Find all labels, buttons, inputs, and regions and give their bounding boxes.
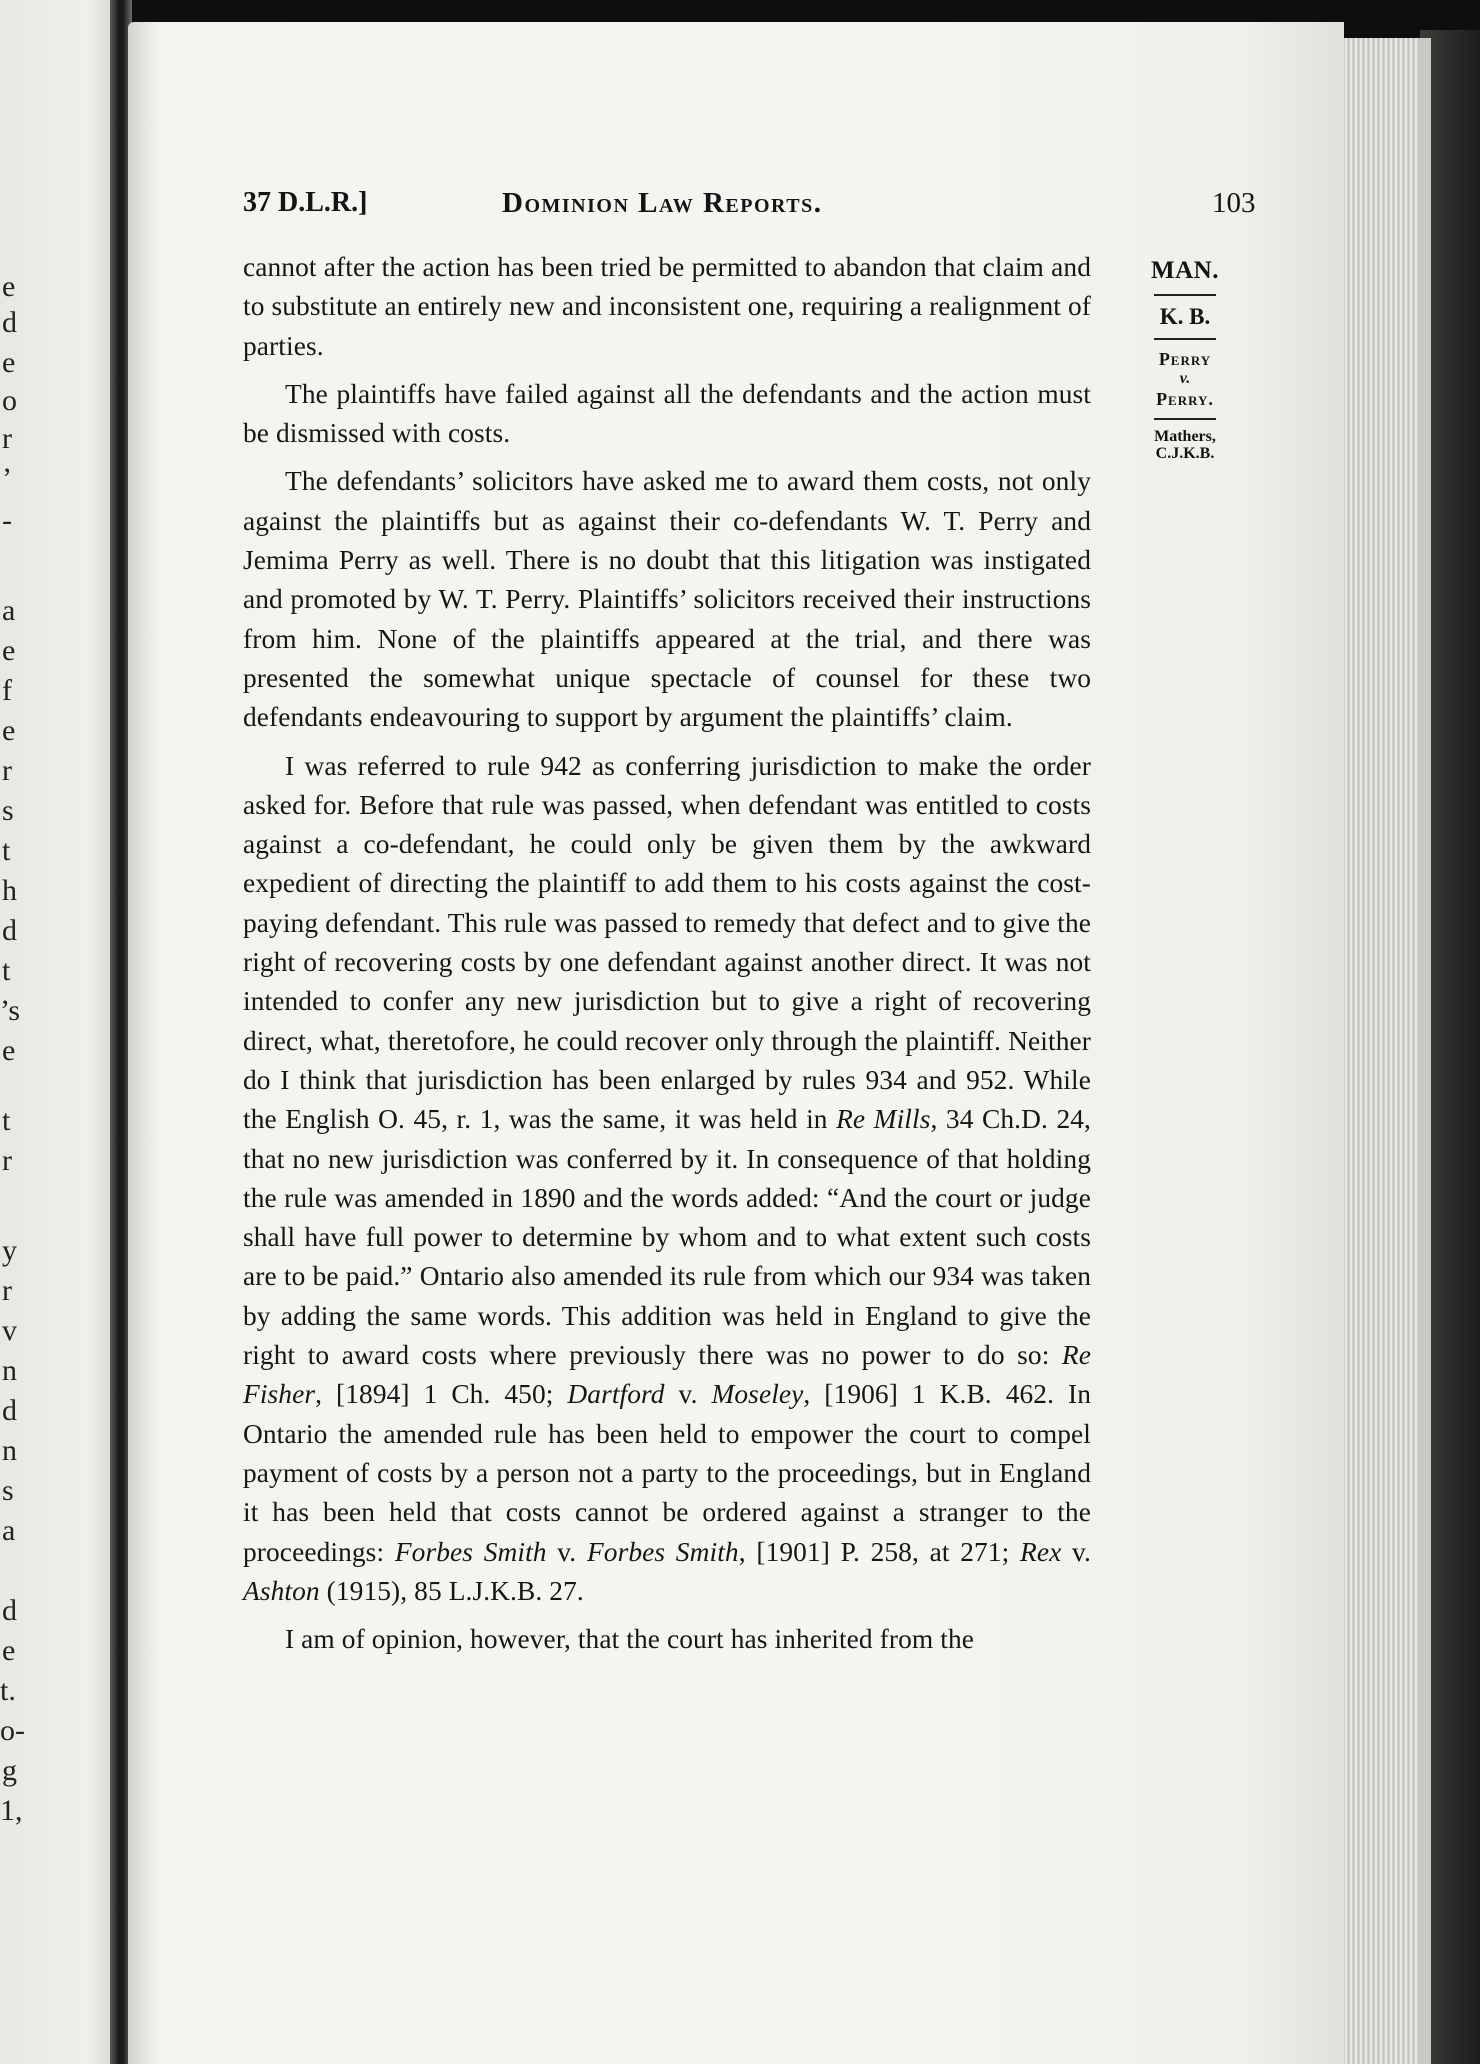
margin-judge-title: C.J.K.B. [1155, 445, 1215, 462]
margin-party-1: Perry [1158, 349, 1212, 369]
running-head-title: Dominion Law Reports. [502, 187, 823, 219]
case-citation: Dartford [567, 1379, 665, 1410]
facing-page-letter: s [2, 1474, 14, 1507]
facing-page-letter: d [2, 914, 17, 947]
facing-page-letter: a [2, 1514, 16, 1547]
case-citation: Moseley [711, 1379, 804, 1410]
text-run: I was referred to rule 942 as conferring jurisdiction to make the order asked for. Before that rule was passed, when defendant was entitled to costs against a co-defendant, he could only be given them by the awkward expedient of directing the plaintiff to add them to his costs against the cost-paying defendant. This rule was passed to remedy that defect and to give the right of recovering costs by one defendant against another direct. It was not intended to confer any new jurisdiction but to give a right of recovering direct, what, theretofore, he could recover only through the plaintiff. Neither do I think that jurisdiction has been enlarged by rules 934 and 952. While the English O. 45, r. 1, was the same, it was held in [243, 750, 1091, 1135]
page-stack-edges [1335, 38, 1425, 2064]
text-run: (1915), 85 L.J.K.B. 27. [319, 1575, 584, 1606]
facing-page-letter: f [2, 674, 12, 707]
facing-page-letter: h [2, 874, 17, 907]
facing-page-letter: t. [0, 1674, 16, 1707]
facing-page-letter: d [2, 1394, 17, 1427]
facing-page-letter: r [2, 1144, 12, 1177]
facing-page-left [0, 0, 122, 2064]
facing-page-letter: e [2, 634, 16, 667]
facing-page-letter: t [2, 954, 11, 987]
paragraph-1: cannot after the action has been tried be permitted to abandon that claim and to substitute an entirely new and inconsistent one, requiring a realignment of parties. [243, 252, 1091, 361]
margin-rule [1154, 338, 1216, 340]
facing-page-letter: t [2, 834, 11, 867]
facing-page-letter: o [2, 384, 17, 417]
facing-page-letter: v [2, 1314, 17, 1347]
paragraph-4 [243, 747, 1091, 1612]
paragraph-5: I am of opinion, however, that the court has inherited from the [285, 1624, 975, 1655]
facing-page-letter: g [2, 1754, 17, 1787]
facing-page-letter: d [2, 306, 17, 339]
text-run: , [1906] 1 K.B. 462. In Ontario the amended rule has been held to empower the court to compel payment of costs by a person not a party to the proceedings, but in England it has been held that costs cannot be ordered against a stranger to the proceedings: [243, 1379, 1091, 1567]
body-text [243, 248, 1091, 1668]
facing-page-letter: d [2, 1594, 17, 1627]
facing-page-letter: ’s [0, 994, 21, 1027]
text-run: v. [1061, 1536, 1091, 1567]
facing-page-letter: s [2, 794, 14, 827]
margin-rule [1154, 418, 1216, 420]
page-number: 103 [1212, 187, 1256, 219]
margin-versus: v. [1179, 370, 1191, 387]
text-run: , [1894] 1 Ch. 450; [315, 1379, 568, 1410]
facing-page-letter: e [2, 1634, 16, 1667]
case-citation: Re Fisher [243, 1340, 1091, 1410]
margin-note [1130, 256, 1240, 462]
paragraph-2: The plaintiffs have failed against all the defendants and the action must be dismissed with costs. [243, 378, 1091, 449]
facing-page-letter: t [2, 1104, 11, 1137]
facing-page-letter: 1, [0, 1794, 23, 1827]
facing-page-letter: e [2, 714, 16, 747]
case-citation: Forbes Smith [586, 1536, 739, 1567]
running-head-volume: 37 D.L.R.] [243, 187, 368, 218]
facing-page-letter: n [2, 1434, 17, 1467]
facing-page-text-fragments [0, 0, 122, 2064]
case-citation: Forbes Smith [394, 1536, 547, 1567]
facing-page-letter: e [2, 346, 16, 379]
facing-page-letter: n [2, 1354, 17, 1387]
text-run: , 34 Ch.D. 24, that no new jurisdiction was conferred by it. In consequence of that holding the rule was amended in 1890 and the words added: “And the court or judge shall have full power to determine by whom and to what extent such costs are to be paid.” Ontario also amended its rule from which our 934 was taken by adding the same words. This addition was held in England to give the right to award costs where previously there was no power to do so: [243, 1104, 1091, 1371]
margin-division: K. B. [1159, 304, 1211, 329]
text-run: v. [546, 1536, 587, 1567]
facing-page-letter: a [2, 594, 16, 627]
case-citation: Rex [1020, 1536, 1062, 1567]
facing-page-letter: ’ [2, 462, 12, 495]
facing-page-letter: r [2, 422, 12, 455]
facing-page-letter: y [2, 1234, 17, 1267]
facing-page-letter: r [2, 754, 12, 787]
facing-page-letter: r [2, 1274, 12, 1307]
facing-page-letter: - [2, 504, 12, 537]
margin-judge: Mathers, [1154, 428, 1216, 445]
paragraph-3: The defendants’ solicitors have asked me to award them costs, not only against the plaintiffs but as against their co-defendants W. T. Perry and Jemima Perry as well. There is no doubt that this litigation was instigated and promoted by W. T. Perry. Plaintiffs’ solicitors received their instructions from him. None of the plaintiffs appeared at the trial, and there was presented the somewhat unique spectacle of counsel for these two defendants endeavouring to support by argument the plaintiffs’ claim. [243, 466, 1091, 733]
case-citation: Ashton [243, 1575, 320, 1606]
facing-page-letter: o- [0, 1714, 25, 1747]
text-run: , [1901] P. 258, at 271; [738, 1536, 1020, 1567]
margin-rule [1154, 294, 1216, 296]
case-citation: Re Mills [836, 1104, 931, 1135]
margin-court: MAN. [1151, 257, 1219, 284]
text-run: v. [664, 1379, 712, 1410]
margin-party-2: Perry. [1156, 389, 1214, 409]
facing-page-letter: e [2, 1034, 16, 1067]
facing-page-letter: e [2, 270, 16, 303]
